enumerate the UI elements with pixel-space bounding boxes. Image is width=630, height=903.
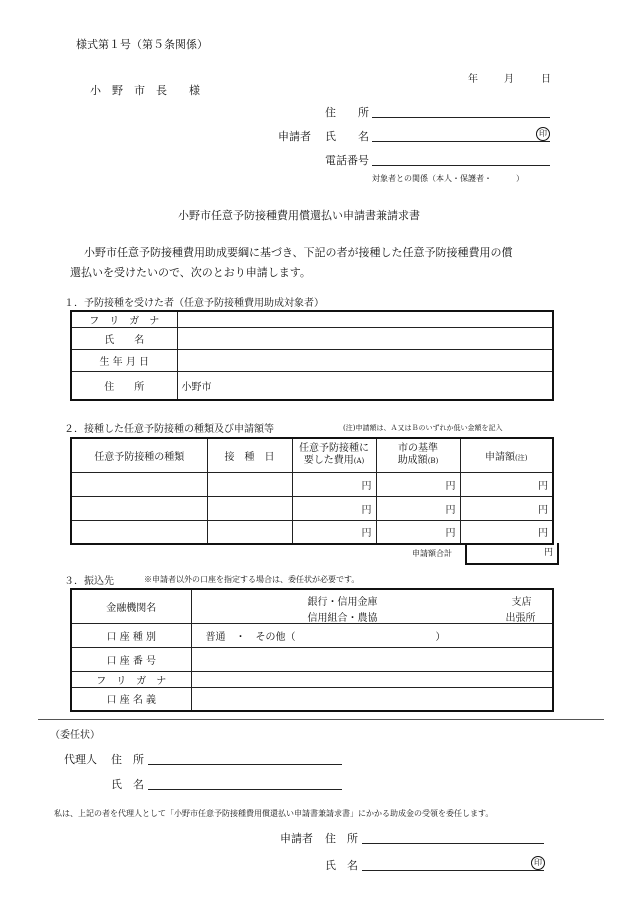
proxy-applicant-name-line[interactable]: [362, 870, 544, 871]
table-row: [71, 472, 553, 496]
intro-line-1: 小野市任意予防接種費用助成要綱に基づき、下記の者が接種した任意予防接種費用の償: [84, 246, 513, 259]
furigana-field[interactable]: [177, 311, 553, 328]
section2-note: (注)申請額は、Ａ又はＢのいずれか低い金額を記入: [343, 424, 503, 432]
subject-table: [70, 310, 554, 401]
account-holder-field[interactable]: [191, 687, 553, 711]
total-label: 申請額合計: [412, 549, 452, 558]
bank-types-1: 銀行・信用金庫: [307, 597, 378, 608]
table-row: [71, 372, 553, 400]
header-type: 任意予防接種の種類: [71, 438, 207, 472]
header-cost-line1: 任意予防接種に: [299, 443, 369, 455]
proxy-applicant-address-label: 住 所: [325, 832, 358, 845]
amount-cell[interactable]: 円: [460, 520, 553, 544]
account-holder-label: 口 座 名 義: [71, 687, 191, 711]
vaccine-type-cell[interactable]: [71, 496, 207, 520]
applicant-role: 申請者: [278, 130, 311, 143]
header-amount-label: 申請額: [485, 451, 516, 463]
cost-cell[interactable]: 円: [292, 520, 376, 544]
date-year: 年: [468, 74, 478, 85]
proxy-name-label: 氏 名: [111, 778, 144, 791]
vaccine-date-cell[interactable]: [207, 520, 292, 544]
standard-cell[interactable]: 円: [376, 472, 460, 496]
vaccine-date-cell[interactable]: [207, 496, 292, 520]
section3-note: ※申請者以外の口座を指定する場合は、委任状が必要です。: [144, 575, 360, 584]
account-kana-field[interactable]: [191, 671, 553, 687]
section3-heading: ３．振込先: [64, 576, 114, 587]
standard-cell[interactable]: 円: [376, 496, 460, 520]
seal-mark: 印: [536, 127, 550, 141]
branch-1: 支店: [511, 597, 532, 608]
applicant-address-label: 住 所: [325, 106, 369, 119]
furigana-label: フ リ ガ ナ: [71, 311, 177, 328]
table-row: [71, 311, 553, 328]
cost-cell[interactable]: 円: [292, 472, 376, 496]
name-field[interactable]: [177, 328, 553, 350]
total-amount-cell[interactable]: 円: [465, 543, 559, 565]
header-cost: [292, 438, 376, 472]
header-standard: [376, 438, 460, 472]
amount-cell[interactable]: 円: [460, 496, 553, 520]
proxy-name-line[interactable]: [148, 789, 342, 790]
branch-2: 出張所: [505, 613, 536, 624]
table-row: [71, 671, 553, 687]
table-row: [71, 350, 553, 372]
account-type-field[interactable]: 普通 ・ その他（ ）: [191, 623, 553, 647]
table-row: [71, 647, 553, 671]
applicant-name-line[interactable]: [372, 141, 550, 142]
address-field[interactable]: 小野市: [177, 372, 553, 400]
account-number-label: 口 座 番 号: [71, 647, 191, 671]
table-row: [71, 623, 553, 647]
header-amount-tag: (注): [515, 453, 528, 462]
section-divider: [38, 719, 604, 720]
addressee: 小 野 市 長 様: [90, 84, 200, 97]
proxy-statement: 私は、上記の者を代理人として「小野市任意予防接種費用償還払い申請書兼請求書」にかかる助成金の受領を委任します。: [54, 809, 494, 818]
section2-heading: ２．接種した任意予防接種の種類及び申請額等: [64, 424, 274, 435]
table-header-row: [71, 438, 553, 472]
relation-note: 対象者との関係（本人・保護者・ ）: [372, 174, 524, 183]
table-row: [71, 328, 553, 350]
proxy-applicant-label: 申請者: [280, 832, 313, 845]
table-row: [71, 589, 553, 623]
name-label: 氏 名: [71, 328, 177, 350]
birthdate-field[interactable]: [177, 350, 553, 372]
vaccination-table: [70, 437, 554, 545]
header-standard-line1: 市の基準: [398, 443, 438, 455]
vaccine-date-cell[interactable]: [207, 472, 292, 496]
bank-types-2: 信用組合・農協: [307, 613, 378, 624]
bank-table: [70, 588, 554, 712]
intro-line-2: 還払いを受けたいので、次のとおり申請します。: [70, 266, 311, 279]
date-month: 月: [504, 74, 514, 85]
cost-cell[interactable]: 円: [292, 496, 376, 520]
date-day: 日: [541, 74, 551, 85]
standard-cell[interactable]: 円: [376, 520, 460, 544]
account-type-label: 口 座 種 別: [71, 623, 191, 647]
form-number: 様式第１号（第５条関係）: [76, 38, 208, 51]
header-cost-line2: 要した費用: [303, 455, 354, 467]
header-standard-tag: (B): [427, 457, 439, 466]
bank-label: 金融機関名: [71, 589, 191, 623]
proxy-seal-mark: 印: [531, 856, 545, 870]
table-row: [71, 687, 553, 711]
applicant-phone-label: 電話番号: [325, 154, 369, 167]
applicant-address-line[interactable]: [372, 117, 550, 118]
section1-heading: １．予防接種を受けた者（任意予防接種費用助成対象者）: [64, 298, 324, 309]
address-label: 住 所: [71, 372, 177, 400]
vaccine-type-cell[interactable]: [71, 472, 207, 496]
header-cost-tag: (A): [353, 457, 365, 466]
table-row: [71, 520, 553, 544]
applicant-name-label: 氏 名: [325, 130, 369, 143]
account-number-field[interactable]: [191, 647, 553, 671]
applicant-phone-line[interactable]: [372, 165, 550, 166]
proxy-address-label: 住 所: [111, 753, 144, 766]
proxy-applicant-address-line[interactable]: [362, 843, 544, 844]
document-title: 小野市任意予防接種費用償還払い申請書兼請求書: [178, 209, 420, 222]
amount-cell[interactable]: 円: [460, 472, 553, 496]
bank-field[interactable]: [191, 589, 553, 623]
account-kana-label: フ リ ガ ナ: [71, 671, 191, 687]
proxy-address-line[interactable]: [148, 764, 342, 765]
header-amount: [460, 438, 553, 472]
vaccine-type-cell[interactable]: [71, 520, 207, 544]
proxy-heading: （委任状）: [50, 730, 100, 741]
table-row: [71, 496, 553, 520]
header-date: 接 種 日: [207, 438, 292, 472]
header-standard-line2: 助成額: [397, 455, 428, 467]
proxy-applicant-name-label: 氏 名: [325, 859, 358, 872]
birthdate-label: 生 年 月 日: [71, 350, 177, 372]
proxy-agent-label: 代理人: [64, 753, 97, 766]
